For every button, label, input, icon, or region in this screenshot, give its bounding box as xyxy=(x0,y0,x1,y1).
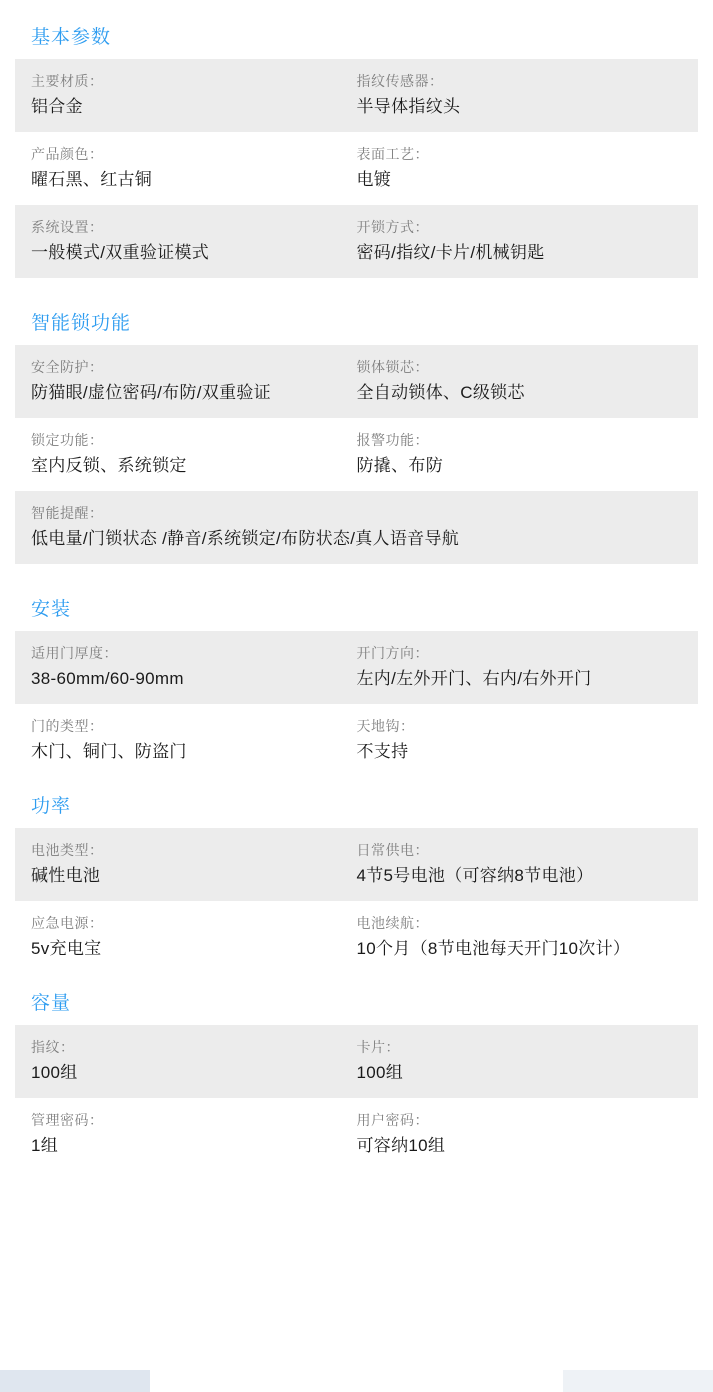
spec-label: 主要材质： xyxy=(31,73,104,89)
spec-value: 左内/左外开门、右内/右外开门 xyxy=(356,669,592,688)
top-spacer xyxy=(15,0,698,28)
spec-value: 低电量/门锁状态 /静音/系统锁定/布防状态/真人语音导航 xyxy=(31,529,460,548)
spec-cell xyxy=(31,716,357,764)
spec-label: 电池类型： xyxy=(31,842,104,858)
spec-cell xyxy=(31,1037,357,1085)
spec-value: 室内反锁、系统锁定 xyxy=(31,456,187,475)
table-row xyxy=(15,631,698,704)
spec-label: 锁定功能： xyxy=(31,432,104,448)
table-row xyxy=(15,345,698,418)
spec-cell xyxy=(357,217,683,265)
spec-value: 5v充电宝 xyxy=(31,939,102,958)
bottom-tint-right xyxy=(563,1370,713,1392)
spec-label: 日常供电： xyxy=(356,842,429,858)
spec-cell xyxy=(31,913,357,961)
spec-value: 密码/指纹/卡片/机械钥匙 xyxy=(356,243,545,262)
spec-label: 报警功能： xyxy=(356,432,429,448)
spec-rows xyxy=(15,345,698,564)
spec-rows xyxy=(15,631,698,777)
section-spacer xyxy=(15,777,698,797)
spec-cell xyxy=(357,913,683,961)
spec-label: 用户密码： xyxy=(356,1112,429,1128)
spec-cell xyxy=(31,643,357,691)
spec-cell xyxy=(357,1037,683,1085)
spec-value: 可容纳10组 xyxy=(356,1136,446,1155)
spec-label: 开门方向： xyxy=(356,645,429,661)
spec-cell xyxy=(357,643,683,691)
section-heading: 安装 xyxy=(31,599,72,620)
spec-cell xyxy=(31,840,357,888)
table-row xyxy=(15,205,698,278)
spec-value: 10个月（8节电池每天开门10次计） xyxy=(356,939,631,958)
spec-value: 碱性电池 xyxy=(31,866,101,885)
section-heading: 功率 xyxy=(31,796,72,817)
spec-label: 指纹： xyxy=(31,1039,75,1055)
spec-cell xyxy=(357,716,683,764)
spec-label: 安全防护： xyxy=(31,359,104,375)
spec-value: 木门、铜门、防盗门 xyxy=(31,742,187,761)
spec-rows xyxy=(15,828,698,974)
spec-label: 应急电源： xyxy=(31,915,104,931)
spec-label: 适用门厚度： xyxy=(31,645,118,661)
spec-label: 表面工艺： xyxy=(356,146,429,162)
spec-cell xyxy=(357,357,683,405)
spec-value: 全自动锁体、C级锁芯 xyxy=(356,383,525,402)
spec-label: 指纹传感器： xyxy=(356,73,444,89)
spec-value: 一般模式/双重验证模式 xyxy=(31,243,210,262)
spec-label: 锁体锁芯： xyxy=(356,359,429,375)
section-installation xyxy=(15,600,698,777)
spec-label: 管理密码： xyxy=(31,1112,104,1128)
spec-cell xyxy=(31,357,357,405)
spec-value: 电镀 xyxy=(356,170,392,189)
table-row xyxy=(15,491,698,564)
spec-cell xyxy=(31,1110,357,1158)
spec-cell xyxy=(31,144,357,192)
table-row xyxy=(15,901,698,974)
spec-cell xyxy=(357,840,683,888)
spec-cell xyxy=(357,71,683,119)
spec-label: 电池续航： xyxy=(356,915,429,931)
spec-cell xyxy=(31,71,357,119)
section-capacity xyxy=(15,994,698,1171)
spec-value: 铝合金 xyxy=(31,97,83,116)
spec-value: 不支持 xyxy=(356,742,409,761)
table-row xyxy=(15,132,698,205)
spec-label: 门的类型： xyxy=(31,718,104,734)
spec-cell xyxy=(31,503,682,551)
spec-label: 天地钩： xyxy=(356,718,415,734)
spec-cell xyxy=(31,430,357,478)
section-heading: 智能锁功能 xyxy=(31,313,132,334)
spec-value: 曜石黑、红古铜 xyxy=(31,170,153,189)
table-row xyxy=(15,418,698,491)
spec-value: 100组 xyxy=(356,1063,404,1082)
page-bottom-edge xyxy=(0,1370,713,1392)
bottom-tint-left xyxy=(0,1370,150,1392)
spec-value: 防猫眼/虚位密码/布防/双重验证 xyxy=(31,383,271,402)
spec-cell xyxy=(31,217,357,265)
section-basic-parameters xyxy=(15,28,698,278)
spec-label: 智能提醒： xyxy=(31,505,104,521)
spec-value: 1组 xyxy=(31,1136,59,1155)
spec-label: 系统设置： xyxy=(31,219,104,235)
spec-label: 产品颜色： xyxy=(31,146,104,162)
table-row xyxy=(15,1098,698,1171)
spec-value: 半导体指纹头 xyxy=(356,97,461,116)
spec-label: 开锁方式： xyxy=(356,219,429,235)
spec-cell xyxy=(357,144,683,192)
spec-value: 4节5号电池（可容纳8节电池） xyxy=(356,866,594,885)
section-spacer xyxy=(15,564,698,600)
spec-value: 100组 xyxy=(31,1063,78,1082)
section-heading: 容量 xyxy=(31,993,72,1014)
spec-cell xyxy=(357,430,683,478)
spec-label: 卡片： xyxy=(356,1039,400,1055)
table-row xyxy=(15,704,698,777)
spec-value: 防撬、布防 xyxy=(356,456,443,475)
spec-rows xyxy=(15,1025,698,1171)
spec-cell xyxy=(357,1110,683,1158)
table-row xyxy=(15,59,698,132)
table-row xyxy=(15,828,698,901)
section-power xyxy=(15,797,698,974)
section-smart-lock-functions xyxy=(15,314,698,564)
section-heading: 基本参数 xyxy=(31,27,112,48)
section-spacer xyxy=(15,974,698,994)
section-spacer xyxy=(15,278,698,314)
spec-value: 38-60mm/60-90mm xyxy=(31,669,184,688)
table-row xyxy=(15,1025,698,1098)
spec-rows xyxy=(15,59,698,278)
